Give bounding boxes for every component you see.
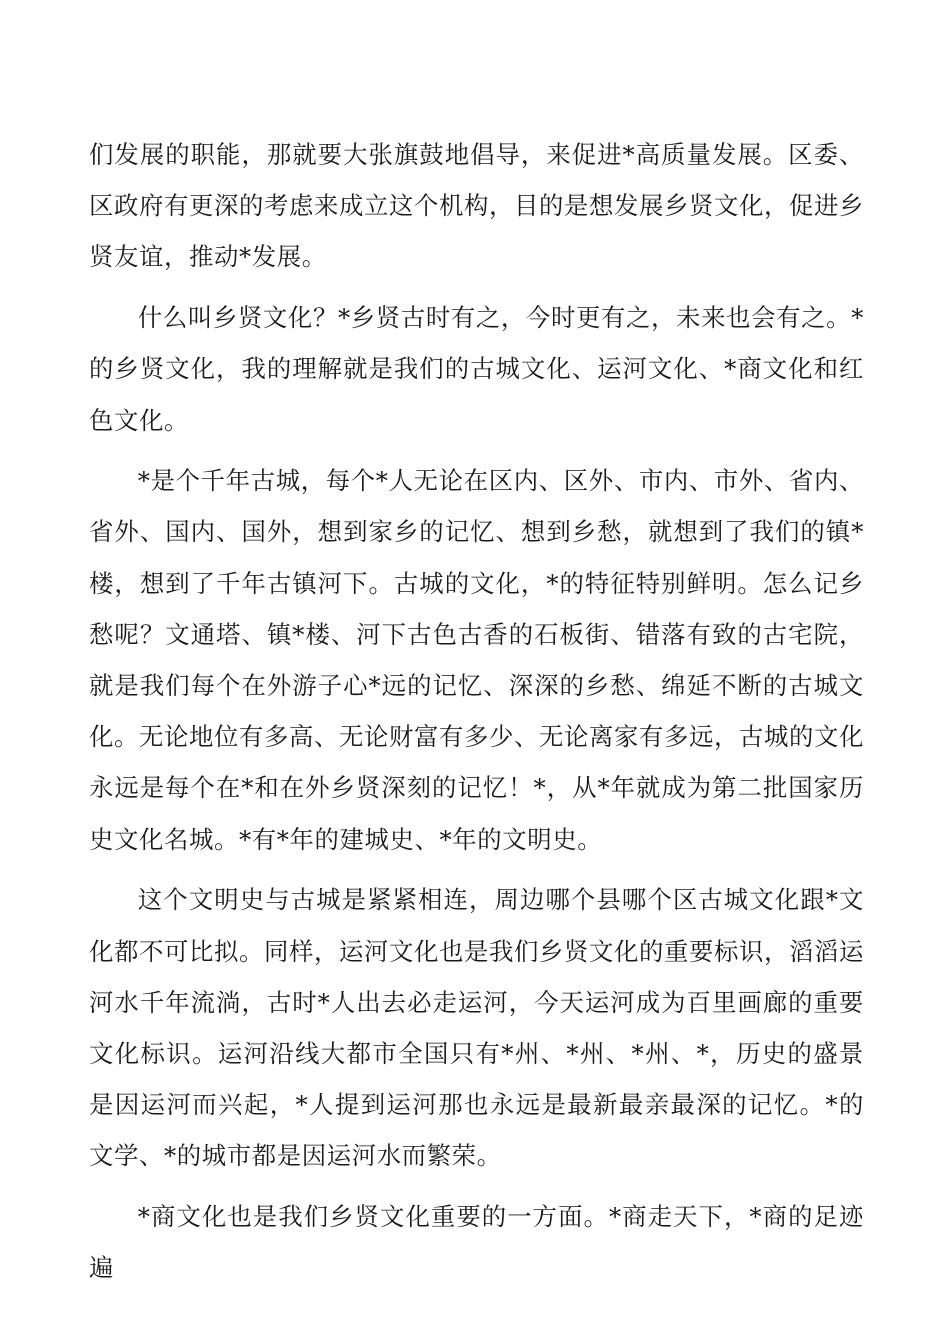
paragraph-canal-culture: 这个文明史与古城是紧紧相连，周边哪个县哪个区古城文化跟*文化都不可比拟。同样，运河文化也是我们乡贤文化的重要标识，滔滔运河水千年流淌，古时*人出去必走运河，今天运河成为百里画廊的重要文化标识。运河沿线大都市全国只有*州、*州、*州、*，历史的盛景是因运河而兴起，*人提到运河那也永远是最新最亲最深的记忆。*的文学、*的城市都是因运河水而繁荣。	[89, 885, 864, 1171]
document-body	[89, 129, 864, 1303]
paragraph-merchant-culture: *商文化也是我们乡贤文化重要的一方面。*商走天下，*商的足迹遍	[89, 1202, 864, 1283]
paragraph-xiangxian-definition: 什么叫乡贤文化？*乡贤古时有之，今时更有之，未来也会有之。*的乡贤文化，我的理解就是我们的古城文化、运河文化、*商文化和红色文化。	[89, 303, 864, 435]
paragraph-continuation: 们发展的职能，那就要大张旗鼓地倡导，来促进*高质量发展。区委、区政府有更深的考虑来成立这个机构，目的是想发展乡贤文化，促进乡贤友谊，推动*发展。	[89, 140, 864, 272]
paragraph-ancient-city: *是个千年古城，每个*人无论在区内、区外、市内、市外、省内、省外、国内、国外，想到家乡的记忆、想到乡愁，就想到了我们的镇*楼，想到了千年古镇河下。古城的文化，*的特征特别鲜明。怎么记乡愁呢？文通塔、镇*楼、河下古色古香的石板街、错落有致的古宅院，就是我们每个在外游子心*远的记忆、深深的乡愁、绵延不断的古城文化。无论地位有多高、无论财富有多少、无论离家有多远，古城的文化永远是每个在*和在外乡贤深刻的记忆！*，从*年就成为第二批国家历史文化名城。*有*年的建城史、*年的文明史。	[89, 466, 864, 854]
